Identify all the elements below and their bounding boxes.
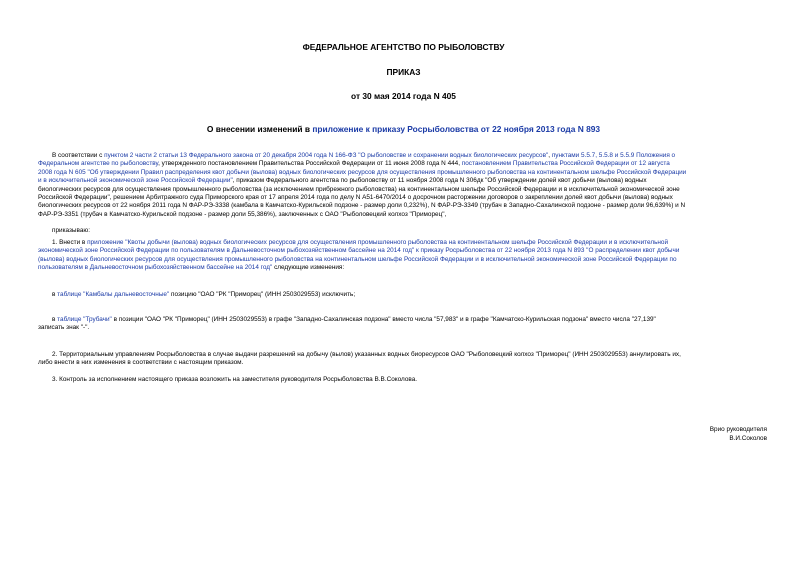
agency-title: ФЕДЕРАЛЬНОЕ АГЕНТСТВО ПО РЫБОЛОВСТВУ <box>302 42 505 52</box>
preamble-text: Российской Федерации", решением Арбитражного суда Приморского края от 17 апреля 2014 года по делу N А51-6470/2014 о досрочном расторжении договоров о закреплении долей квот добычи (вылова) водных <box>38 194 673 202</box>
item-1b-text: записать знак "-". <box>38 324 90 332</box>
item-1-text: следующие изменения: <box>272 264 345 272</box>
signature-name: В.И.Соколов <box>729 435 767 442</box>
item-2 <box>38 351 768 368</box>
preamble-paragraph <box>38 152 768 219</box>
item-1a <box>38 291 768 299</box>
preamble-text: биологических ресурсов для осуществления промышленного рыболовства (за исключением прибрежного рыболовства) на континентальном шельфе Российской Федерации и в исключительной экономической зоне <box>38 185 680 193</box>
item-3: 3. Контроль за исполнением настоящего приказа возложить на заместителя руководителя Росрыболовства В.В.Соколова. <box>52 376 418 383</box>
appendix-link-end[interactable]: пользователям в Дальневосточном рыбохозяйственном бассейне на 2014 год" <box>38 264 273 272</box>
document-type: ПРИКАЗ <box>386 67 421 77</box>
order-word: приказываю: <box>52 227 90 234</box>
government-decree-link[interactable]: постановлением Правительства Российской Федерации от 12 августа <box>461 160 670 168</box>
item-1 <box>38 239 768 273</box>
preamble-text: В соответствии с <box>52 152 105 159</box>
item-1b <box>38 316 768 333</box>
appendix-link[interactable]: приложение "Квоты добычи (вылова) водных биологических ресурсов для осуществления промышленного рыболовства на континентальном шельфе Российской Федерации и в исключительной <box>87 239 669 246</box>
item-1b-text: в <box>52 316 58 323</box>
subject-prefix: О внесении изменений в <box>206 124 313 134</box>
item-1b-text: в позиции "ОАО "РК "Приморец" (ИНН 2503029553) в графе "Западно-Сахалинская подзона" вместо числа "57,983" и в графе "Камчатско-Курильская подзона" вместо числа "27,139" <box>111 316 656 323</box>
item-2-text: 2. Территориальным управлениям Росрыболовства в случае выдачи разрешений на добычу (вылов) указанных водных биоресурсов ОАО "Рыболовецкий колхоз "Приморец" (ИНН 2503029553) аннулировать их, <box>52 351 681 358</box>
preamble-text: биологических ресурсов от 22 ноября 2011 года N ФАР-РЭ-3338 (камбала в Камчатско-Курильской подзоне - размер доли 0,232%), N ФАР-РЭ-3349 (трубач в Западно-Сахалинской подзоне - размер доли 96,639%) и N <box>38 202 686 210</box>
item-1a-text: позицию "ОАО "РК "Приморец" (ИНН 2503029553) исключить; <box>169 291 356 298</box>
whelk-table-link[interactable]: таблице "Трубачи" <box>57 316 112 323</box>
flounder-table-link[interactable]: таблице "Камбалы дальневосточные" <box>57 291 170 298</box>
government-decree-link-end[interactable]: и в исключительной экономической зоне Российской Федерации" <box>38 177 233 185</box>
item-1a-text: в <box>52 291 58 298</box>
preamble-text: , приказом Федерального агентства по рыболовству от 11 ноября 2008 года N 306дк "Об утверждении долей квот добычи (вылова) водных <box>232 177 647 185</box>
subject-link[interactable]: приложение к приказу Росрыболовства от 22 ноября 2013 года N 893 <box>312 124 601 134</box>
preamble-text: ФАР-РЭ-3351 (трубач в Камчатско-Курильской подзоне - размер доли 55,386%), заключенных с ОАО "Рыболовецкий колхоз "Приморец", <box>38 210 447 218</box>
appendix-link-cont[interactable]: (вылова) водных биологических ресурсов для осуществления промышленного рыболовства на континентальном шельфе Российской Федерации и в исключительной экономической зоне Российской Федерации по <box>38 255 677 263</box>
item-2-text: либо внести в них изменения в соответствии с настоящим приказом. <box>38 359 244 367</box>
law-link[interactable]: пунктом 2 части 2 статьи 13 Федерального закона от 20 декабря 2004 года N 166-ФЗ "О рыболовстве и сохранении водных биологических ресурсов" <box>104 152 549 159</box>
government-decree-link-cont[interactable]: 2008 года N 605 "Об утверждении Правил распределения квот добычи (вылова) водных биологических ресурсов для осуществления промышленного рыболовства на континентальном шельфе Российской Федерации <box>38 168 687 176</box>
document-date: от 30 мая 2014 года N 405 <box>351 91 456 101</box>
document-subject <box>0 124 807 134</box>
signature-block <box>617 425 767 443</box>
appendix-link-cont[interactable]: экономической зоне Российской Федерации по пользователям в Дальневосточном рыбохозяйственном бассейне на 2014 год" к приказу Росрыболовства от 22 ноября 2013 года N 893 "О распределении квот добычи <box>38 247 680 255</box>
agency-regulation-link[interactable]: Федеральном агентстве по рыболовству <box>38 160 159 168</box>
preamble-text: , <box>548 152 552 159</box>
preamble-text: , утвержденного постановлением Правительства Российской Федерации от 11 июня 2008 года N 444, <box>158 160 462 168</box>
item-1-text: 1. Внести в <box>52 239 88 246</box>
regulation-points-link[interactable]: пунктами 5.5.7, 5.5.8 и 5.5.9 Положения о <box>551 152 676 159</box>
signature-role: Врио руководителя <box>709 426 767 433</box>
